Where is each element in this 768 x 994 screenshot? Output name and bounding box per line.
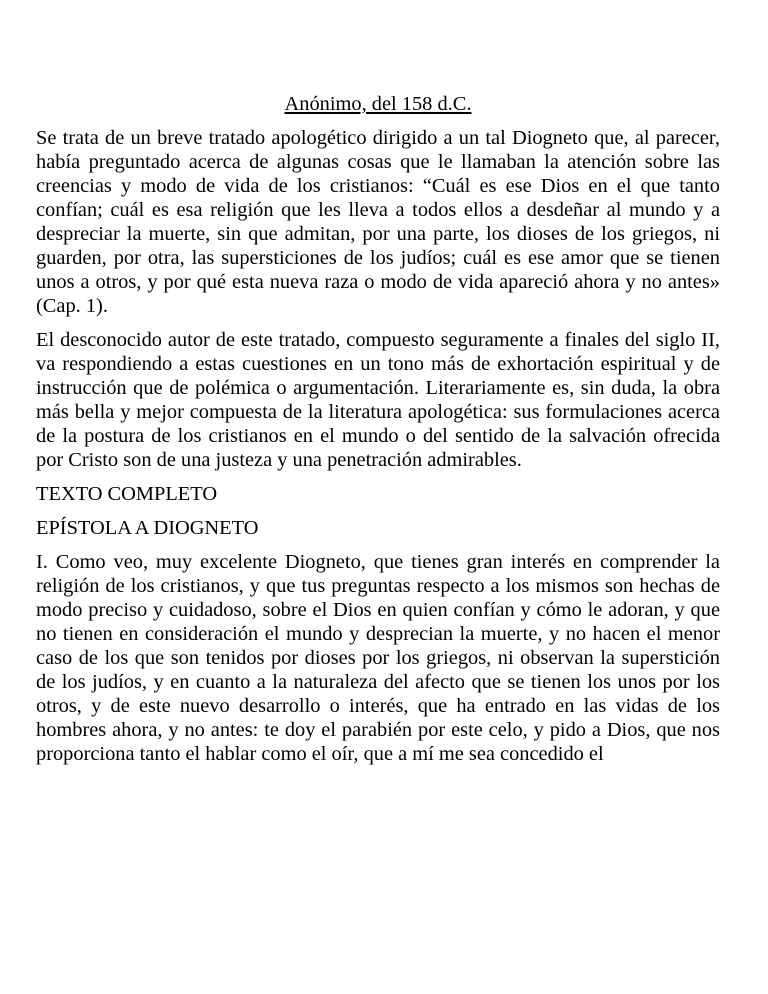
paragraph-author: El desconocido autor de este tratado, compuesto seguramente a finales del siglo II, va respondiendo a estas cuestiones en un tono más de exhortación espiritual y de instrucción que de polémica o argumentación. Literariamente es, sin duda, la obra más bella y mejor compuesta de la literatura apologética: sus formulaciones acerca de la postura de los cristianos en el mundo o del sentido de la salvación ofrecida por Cristo son de una justeza y una penetración admirables. — [36, 329, 720, 471]
heading-full-text: TEXTO COMPLETO — [36, 483, 218, 505]
document-page — [36, 92, 720, 776]
paragraph-intro: Se trata de un breve tratado apologético dirigido a un tal Diogneto que, al parecer, había preguntado acerca de algunas cosas que le llamaban la atención sobre las creencias y modo de vida de los cristianos: “Cuál es ese Dios en el que tanto confían; cuál es esa religión que les lleva a todos ellos a desdeñar al mundo y a despreciar la muerte, sin que admitan, por una parte, los dioses de los griegos, ni guarden, por otra, las supersticiones de los judíos; cuál es ese amor que se tienen unos a otros, y por qué esta nueva raza o modo de vida apareció ahora y no antes» (Cap. 1). — [36, 127, 720, 317]
document-title: Anónimo, del 158 d.C. — [284, 93, 472, 115]
heading-epistle: EPÍSTOLA A DIOGNETO — [36, 517, 259, 539]
paragraph-chapter-1: I. Como veo, muy excelente Diogneto, que tienes gran interés en comprender la religión de los cristianos, y que tus preguntas respecto a los mismos son hechas de modo preciso y cuidadoso, sobre el Dios en quien confían y cómo le adoran, y que no tienen en consideración el mundo y desprecian la muerte, y no hacen el menor caso de los que son tenidos por dioses por los griegos, ni observan la superstición de los judíos, y en cuanto a la naturaleza del afecto que se tienen los unos por los otros, y de este nuevo desarrollo o interés, que ha entrado en las vidas de los hombres ahora, y no antes: te doy el parabién por este celo, y pido a Dios, que nos proporciona tanto el hablar como el oír, que a mí me sea concedido el — [36, 551, 720, 765]
